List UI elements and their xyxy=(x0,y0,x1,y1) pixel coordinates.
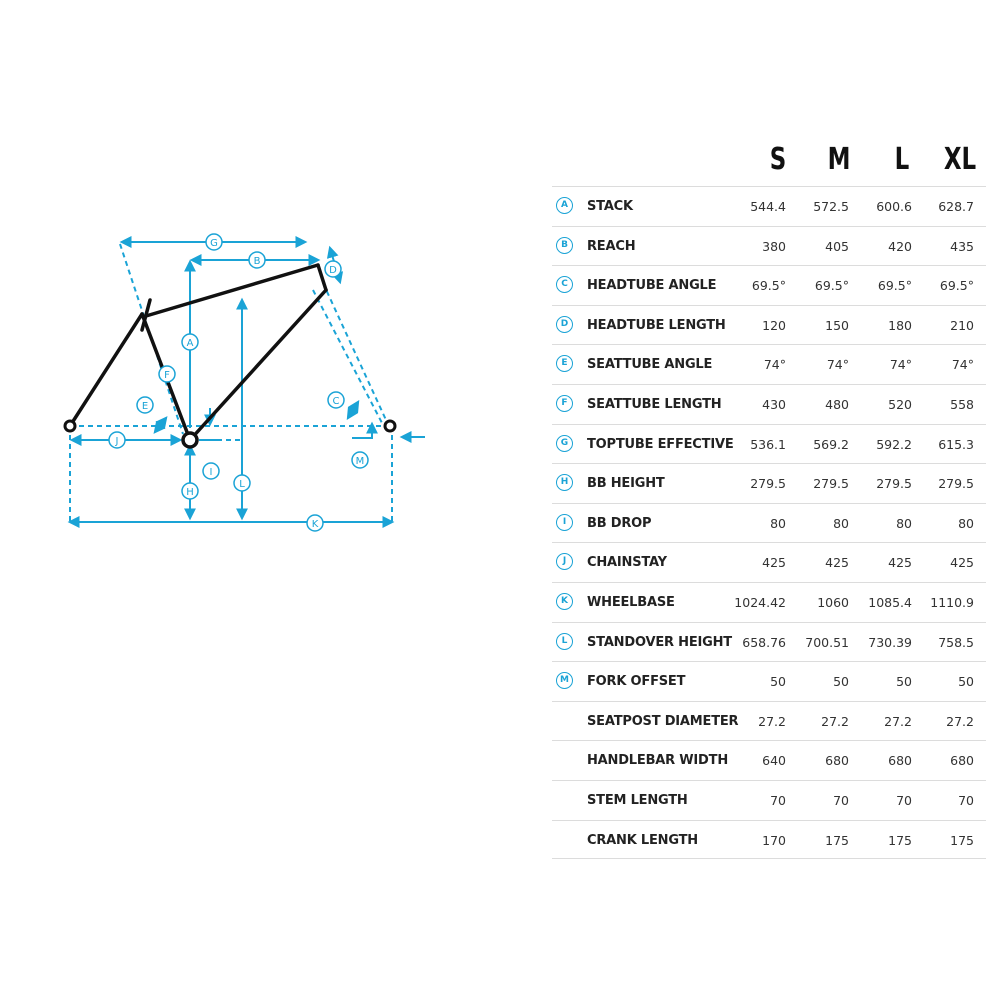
row-value-s: 1024.42 xyxy=(734,594,786,610)
table-row xyxy=(552,226,986,266)
table-row xyxy=(552,661,986,701)
row-badge: J xyxy=(556,553,573,570)
row-value-xl: 74° xyxy=(951,357,974,373)
dimension-c xyxy=(348,402,358,418)
table-row xyxy=(552,820,986,860)
row-value-l: 680 xyxy=(888,753,912,769)
row-value-m: 27.2 xyxy=(821,713,849,729)
row-value-l: 50 xyxy=(896,674,912,690)
row-label: CRANK LENGTH xyxy=(587,832,698,848)
row-value-m: 425 xyxy=(825,555,849,571)
table-row xyxy=(552,503,986,543)
row-value-s: 27.2 xyxy=(758,713,786,729)
row-value-s: 70 xyxy=(770,792,786,808)
row-value-xl: 435 xyxy=(950,238,974,254)
row-label: STACK xyxy=(587,199,633,214)
row-value-xl: 175 xyxy=(950,832,974,848)
row-value-xl: 615.3 xyxy=(938,436,974,452)
size-header-l: L xyxy=(894,142,910,177)
row-value-l: 1085.4 xyxy=(868,594,912,610)
rear-axle xyxy=(65,421,75,431)
row-value-xl: 27.2 xyxy=(946,713,974,729)
row-label: CHAINSTAY xyxy=(587,555,667,571)
diagram-badge-label: I xyxy=(209,467,213,478)
geometry-table xyxy=(552,186,986,859)
row-value-s: 536.1 xyxy=(750,436,786,452)
row-value-xl: 758.5 xyxy=(938,634,974,650)
row-label: SEATTUBE LENGTH xyxy=(587,396,722,412)
row-value-s: 120 xyxy=(762,317,786,333)
row-badge: A xyxy=(556,197,573,214)
row-badge: D xyxy=(556,316,573,333)
row-value-m: 70 xyxy=(833,792,849,808)
row-badge: H xyxy=(556,474,573,491)
row-value-m: 480 xyxy=(825,396,849,412)
table-row xyxy=(552,740,986,780)
row-value-s: 658.76 xyxy=(742,634,786,650)
row-value-l: 27.2 xyxy=(884,713,912,729)
row-value-m: 74° xyxy=(826,357,849,373)
row-value-m: 569.2 xyxy=(813,436,849,452)
diagram-badge-label: G xyxy=(210,238,218,249)
row-value-l: 175 xyxy=(888,832,912,848)
row-value-s: 170 xyxy=(762,832,786,848)
row-badge: B xyxy=(556,237,573,254)
row-label: HEADTUBE ANGLE xyxy=(587,278,717,294)
diagram-badge-label: C xyxy=(332,396,340,407)
row-value-s: 80 xyxy=(770,515,786,531)
table-row xyxy=(552,424,986,464)
row-value-l: 592.2 xyxy=(876,436,912,452)
row-value-xl: 210 xyxy=(950,317,974,333)
diagram-badge-label: F xyxy=(164,370,170,381)
row-value-m: 700.51 xyxy=(805,634,849,650)
row-value-xl: 80 xyxy=(958,515,974,531)
row-value-xl: 680 xyxy=(950,753,974,769)
diagram-badge-label: D xyxy=(329,265,337,276)
row-value-xl: 50 xyxy=(958,674,974,690)
diagram-badge-label: B xyxy=(253,256,261,267)
row-value-l: 69.5° xyxy=(877,278,912,294)
row-label: BB DROP xyxy=(587,515,652,531)
row-value-m: 279.5 xyxy=(813,476,849,492)
row-value-m: 50 xyxy=(833,674,849,690)
size-header-xl: XL xyxy=(943,142,977,177)
diagram-badge-label: K xyxy=(311,519,319,530)
row-value-l: 180 xyxy=(888,317,912,333)
row-value-l: 600.6 xyxy=(876,199,912,214)
row-badge: L xyxy=(556,633,573,650)
row-value-m: 1060 xyxy=(817,594,849,610)
row-value-l: 80 xyxy=(896,515,912,531)
row-label: REACH xyxy=(587,238,636,254)
row-value-s: 279.5 xyxy=(750,476,786,492)
row-value-l: 279.5 xyxy=(876,476,912,492)
row-value-s: 50 xyxy=(770,674,786,690)
row-badge: C xyxy=(556,276,573,293)
row-value-s: 640 xyxy=(762,753,786,769)
row-badge: G xyxy=(556,435,573,452)
table-row xyxy=(552,701,986,741)
row-value-xl: 1110.9 xyxy=(930,594,974,610)
row-value-m: 680 xyxy=(825,753,849,769)
bike-frame xyxy=(70,265,326,440)
row-value-xl: 70 xyxy=(958,792,974,808)
table-row xyxy=(552,463,986,503)
row-label: FORK OFFSET xyxy=(587,674,686,690)
size-header-m: M xyxy=(827,142,851,177)
row-label: WHEELBASE xyxy=(587,594,675,610)
row-value-s: 74° xyxy=(763,357,786,373)
table-row xyxy=(552,622,986,662)
row-value-xl: 558 xyxy=(950,396,974,412)
row-label: SEATPOST DIAMETER xyxy=(587,713,739,729)
row-value-l: 74° xyxy=(889,357,912,373)
row-value-l: 70 xyxy=(896,792,912,808)
row-value-m: 150 xyxy=(825,317,849,333)
frame-geometry-diagram xyxy=(0,0,540,600)
row-value-s: 69.5° xyxy=(751,278,786,294)
diagram-badge-label: L xyxy=(239,479,245,490)
row-badge: M xyxy=(556,672,573,689)
row-value-m: 80 xyxy=(833,515,849,531)
row-value-l: 425 xyxy=(888,555,912,571)
table-row xyxy=(552,305,986,345)
row-value-xl: 69.5° xyxy=(939,278,974,294)
table-row xyxy=(552,780,986,820)
row-value-s: 544.4 xyxy=(750,199,786,214)
diagram-badge-label: M xyxy=(355,456,365,467)
row-value-m: 572.5 xyxy=(813,199,849,214)
front-axle xyxy=(385,421,395,431)
row-value-s: 430 xyxy=(762,396,786,412)
row-value-l: 520 xyxy=(888,396,912,412)
row-label: BB HEIGHT xyxy=(587,476,665,492)
diagram-badge-label: J xyxy=(115,436,119,447)
row-label: SEATTUBE ANGLE xyxy=(587,357,713,373)
row-label: HEADTUBE LENGTH xyxy=(587,317,726,333)
row-label: STANDOVER HEIGHT xyxy=(587,634,732,650)
table-row xyxy=(552,384,986,424)
table-row xyxy=(552,542,986,582)
row-badge: E xyxy=(556,355,573,372)
row-value-xl: 425 xyxy=(950,555,974,571)
row-value-xl: 628.7 xyxy=(938,199,974,214)
diagram-badge-label: E xyxy=(141,401,149,412)
row-value-xl: 279.5 xyxy=(938,476,974,492)
bottom-bracket xyxy=(183,433,197,447)
table-row xyxy=(552,344,986,384)
row-value-m: 69.5° xyxy=(814,278,849,294)
diagram-badge-label: A xyxy=(186,338,194,349)
row-label: STEM LENGTH xyxy=(587,792,688,808)
diagram-badge-label: H xyxy=(186,487,194,498)
row-badge: I xyxy=(556,514,573,531)
row-value-l: 420 xyxy=(888,238,912,254)
row-value-m: 175 xyxy=(825,832,849,848)
row-label: HANDLEBAR WIDTH xyxy=(587,753,728,769)
row-value-s: 425 xyxy=(762,555,786,571)
row-label: TOPTUBE EFFECTIVE xyxy=(587,436,734,452)
table-row xyxy=(552,265,986,305)
row-value-m: 405 xyxy=(825,238,849,254)
row-badge: K xyxy=(556,593,573,610)
size-header-s: S xyxy=(769,142,787,177)
table-row xyxy=(552,582,986,622)
row-badge: F xyxy=(556,395,573,412)
row-value-l: 730.39 xyxy=(868,634,912,650)
row-value-s: 380 xyxy=(762,238,786,254)
table-row xyxy=(552,186,986,226)
